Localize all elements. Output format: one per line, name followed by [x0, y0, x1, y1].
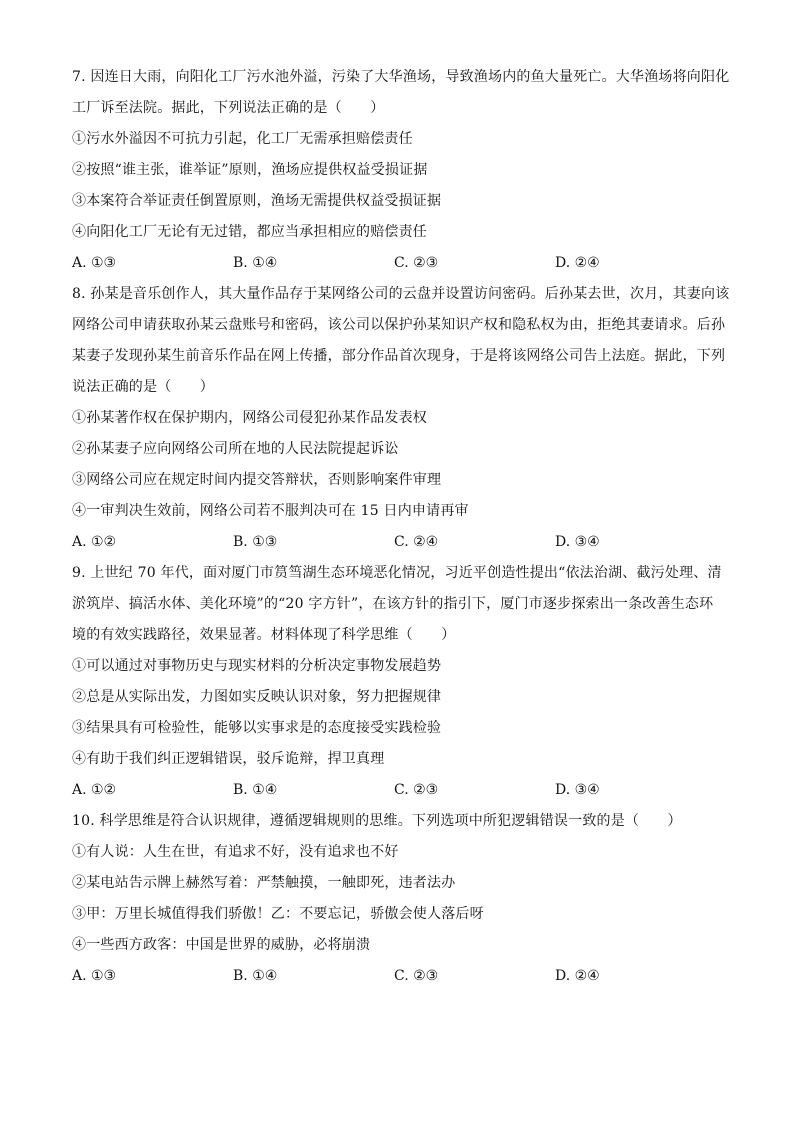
option-a: A. ①② [72, 782, 117, 798]
option-b: B. ①③ [233, 534, 278, 550]
answer-options [72, 961, 732, 992]
statement: ④一些西方政客：中国是世界的威胁，必将崩溃 [72, 937, 371, 953]
question-stem-line: 8. 孙某是音乐创作人，其大量作品存于某网络公司的云盘并设置访问密码。后孙某去世，次月，其妻向该 [72, 286, 730, 302]
statement: ①污水外溢因不可抗力引起，化工厂无需承担赔偿责任 [72, 131, 413, 147]
question-stem-line: 某妻子发现孙某生前音乐作品在网上传播，部分作品首次现身，于是将该网络公司告上法庭。据此，下列 [72, 348, 726, 364]
option-d: D. ②④ [555, 255, 600, 271]
question-7 [72, 62, 732, 279]
option-b: B. ①④ [233, 255, 278, 271]
question-8 [72, 279, 732, 558]
statement: ③网络公司应在规定时间内提交答辩状，否则影响案件审理 [72, 472, 442, 488]
statement: ①可以通过对事物历史与现实材料的分析决定事物发展趋势 [72, 658, 442, 674]
option-a: A. ①③ [72, 255, 117, 271]
option-a: A. ①② [72, 534, 117, 550]
option-b: B. ①④ [233, 968, 278, 984]
option-c: C. ②③ [394, 782, 439, 798]
question-stem-line: 说法正确的是（ ） [72, 379, 214, 395]
answer-options [72, 527, 732, 558]
option-a: A. ①③ [72, 968, 117, 984]
question-stem-line: 淤筑岸、搞活水体、美化环境”的“20 字方针”，在该方针的指引下，厦门市逐步探索出一条改善生态环 [72, 596, 714, 612]
statement: ①有人说：人生在世，有追求不好，没有追求也不好 [72, 844, 399, 860]
option-d: D. ③④ [555, 534, 600, 550]
question-10 [72, 806, 732, 992]
question-stem-line: 境的有效实践路径，效果显著。材料体现了科学思维（ ） [72, 627, 456, 643]
question-list [72, 62, 732, 992]
statement: ③甲：万里长城值得我们骄傲！乙：不要忘记，骄傲会使人落后呀 [72, 906, 484, 922]
option-c: C. ②③ [394, 968, 439, 984]
option-c: C. ②④ [394, 534, 439, 550]
statement: ②孙某妻子应向网络公司所在地的人民法院提起诉讼 [72, 441, 399, 457]
option-b: B. ①④ [233, 782, 278, 798]
question-stem-line: 7. 因连日大雨，向阳化工厂污水池外溢，污染了大华渔场，导致渔场内的鱼大量死亡。大华渔场将向阳化 [72, 69, 730, 85]
answer-options [72, 775, 732, 806]
statement: ②某电站告示牌上赫然写着：严禁触摸，一触即死，违者法办 [72, 875, 456, 891]
statement: ①孙某著作权在保护期内，网络公司侵犯孙某作品发表权 [72, 410, 427, 426]
question-stem-line: 10. 科学思维是符合认识规律，遵循逻辑规则的思维。下列选项中所犯逻辑错误一致的是（ ） [72, 813, 682, 829]
question-stem-line: 工厂诉至法院。据此，下列说法正确的是（ ） [72, 100, 385, 116]
statement: ④有助于我们纠正逻辑错误，驳斥诡辩，捍卫真理 [72, 751, 385, 767]
statement: ③本案符合举证责任倒置原则，渔场无需提供权益受损证据 [72, 193, 442, 209]
statement: ②按照“谁主张，谁举证”原则，渔场应提供权益受损证据 [72, 162, 428, 178]
question-stem-line: 网络公司申请获取孙某云盘账号和密码，该公司以保护孙某知识产权和隐私权为由，拒绝其妻请求。后孙 [72, 317, 726, 333]
option-d: D. ②④ [555, 968, 600, 984]
statement: ③结果具有可检验性，能够以实事求是的态度接受实践检验 [72, 720, 442, 736]
statement: ②总是从实际出发，力图如实反映认识对象，努力把握规律 [72, 689, 442, 705]
statement: ④一审判决生效前，网络公司若不服判决可在 15 日内申请再审 [72, 503, 469, 519]
option-c: C. ②③ [394, 255, 439, 271]
question-stem-line: 9. 上世纪 70 年代，面对厦门市筼筜湖生态环境恶化情况，习近平创造性提出“依法治湖、截污处理、清 [72, 565, 722, 581]
question-9 [72, 558, 732, 806]
answer-options [72, 248, 732, 279]
option-d: D. ③④ [555, 782, 600, 798]
statement: ④向阳化工厂无论有无过错，都应当承担相应的赔偿责任 [72, 224, 427, 240]
